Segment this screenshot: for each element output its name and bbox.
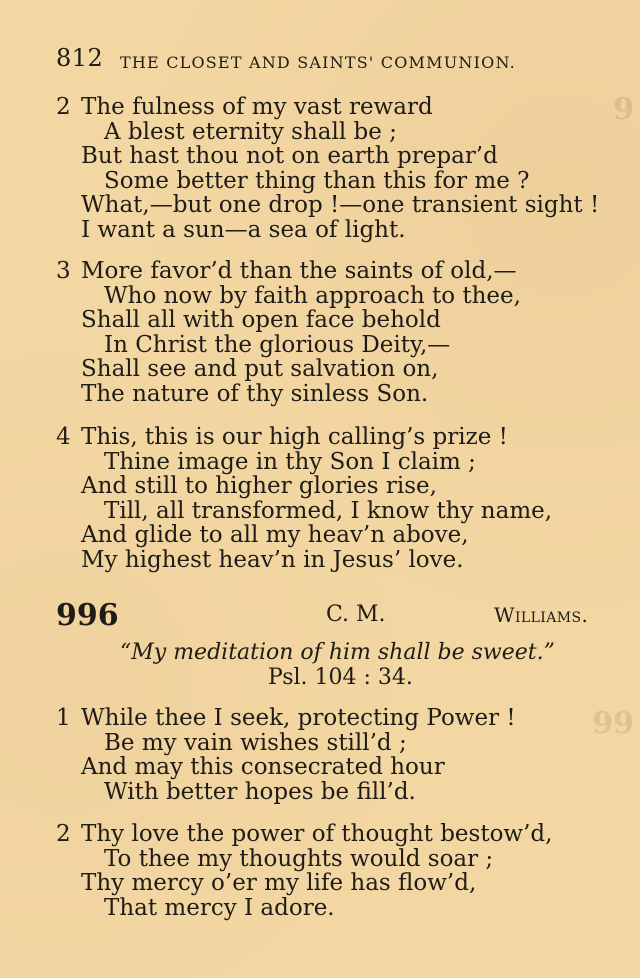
verse-line: [56, 731, 636, 756]
scripture-reference: Psl. 104 : 34.: [268, 665, 413, 690]
stanza: [56, 259, 636, 407]
stanza-number: 3: [56, 258, 71, 284]
verse-line: [56, 333, 636, 358]
hymn-meter: C. M.: [326, 602, 386, 627]
line-text: The fulness of my vast reward: [81, 94, 433, 120]
verse-line: [56, 144, 636, 169]
verse-line: [56, 755, 636, 780]
line-text: This, this is our high calling’s prize !: [81, 424, 508, 450]
verse-line: [56, 425, 636, 450]
verse-line: [56, 382, 636, 407]
verse-line: [56, 499, 636, 524]
line-text: That mercy I adore.: [104, 894, 335, 921]
verse-line: [56, 847, 636, 872]
stanza: [56, 706, 636, 804]
verse-line: [56, 357, 636, 382]
line-text: Till, all transformed, I know thy name,: [104, 497, 553, 524]
stanza-number: 1: [56, 705, 71, 731]
verse-line: [56, 474, 636, 499]
verse-line: [56, 450, 636, 475]
verse-line: [56, 120, 636, 145]
verse-line: [56, 822, 636, 847]
line-text: More favor’d than the saints of old,—: [81, 258, 517, 284]
verse-line: [56, 169, 636, 194]
line-text: And glide to all my heav’n above,: [81, 522, 469, 549]
scripture-epigraph: “My meditation of him shall be sweet.”: [120, 640, 555, 665]
verse-line: [56, 284, 636, 309]
line-text: What,—but one drop !—one transient sight !: [81, 192, 600, 219]
line-text: Shall see and put salvation on,: [81, 356, 439, 383]
line-text: To thee my thoughts would soar ;: [104, 845, 494, 872]
line-text: While thee I seek, protecting Power !: [81, 705, 516, 731]
stanza: [56, 425, 636, 573]
line-text: And still to higher glories rise,: [81, 473, 437, 500]
bleed-through-mark: 99: [592, 706, 634, 741]
stanza-number: 2: [56, 94, 71, 120]
verse-line: [56, 259, 636, 284]
verse-line: [56, 871, 636, 896]
verse-line: [56, 218, 636, 243]
line-text: Thine image in thy Son I claim ;: [104, 448, 476, 475]
stanza: [56, 822, 636, 920]
verse-line: [56, 95, 636, 120]
bleed-through-mark: 9: [613, 92, 634, 127]
line-text: My highest heav’n in Jesus’ love.: [81, 546, 464, 573]
page-number: 812: [56, 44, 104, 72]
line-text: Who now by faith approach to thee,: [104, 282, 521, 309]
verse-line: [56, 548, 636, 573]
verse-line: [56, 193, 636, 218]
line-text: The nature of thy sinless Son.: [81, 380, 429, 407]
line-text: And may this consecrated hour: [81, 754, 445, 781]
verse-line: [56, 706, 636, 731]
verse-line: [56, 523, 636, 548]
hymn-composer: Williams.: [494, 603, 589, 627]
line-text: I want a sun—a sea of light.: [81, 216, 406, 243]
verse-line: [56, 780, 636, 805]
page-header: [56, 44, 596, 74]
line-text: A blest eternity shall be ;: [104, 118, 397, 145]
line-text: But hast thou not on earth prepar’d: [81, 143, 498, 170]
line-text: Shall all with open face behold: [81, 307, 441, 334]
line-text: In Christ the glorious Deity,—: [104, 331, 451, 358]
stanza-number: 2: [56, 821, 71, 847]
line-text: With better hopes be fill’d.: [104, 778, 416, 805]
stanza: [56, 95, 636, 243]
line-text: Some better thing than this for me ?: [104, 167, 530, 194]
line-text: Thy mercy o’er my life has flow’d,: [81, 870, 477, 897]
running-title: THE CLOSET AND SAINTS' COMMUNION.: [120, 53, 516, 72]
hymn-number: 996: [56, 598, 119, 633]
verse-line: [56, 308, 636, 333]
line-text: Thy love the power of thought bestow’d,: [81, 821, 553, 847]
line-text: Be my vain wishes still’d ;: [104, 729, 407, 756]
verse-line: [56, 896, 636, 921]
hymn-heading: [56, 598, 616, 634]
stanza-number: 4: [56, 424, 71, 450]
